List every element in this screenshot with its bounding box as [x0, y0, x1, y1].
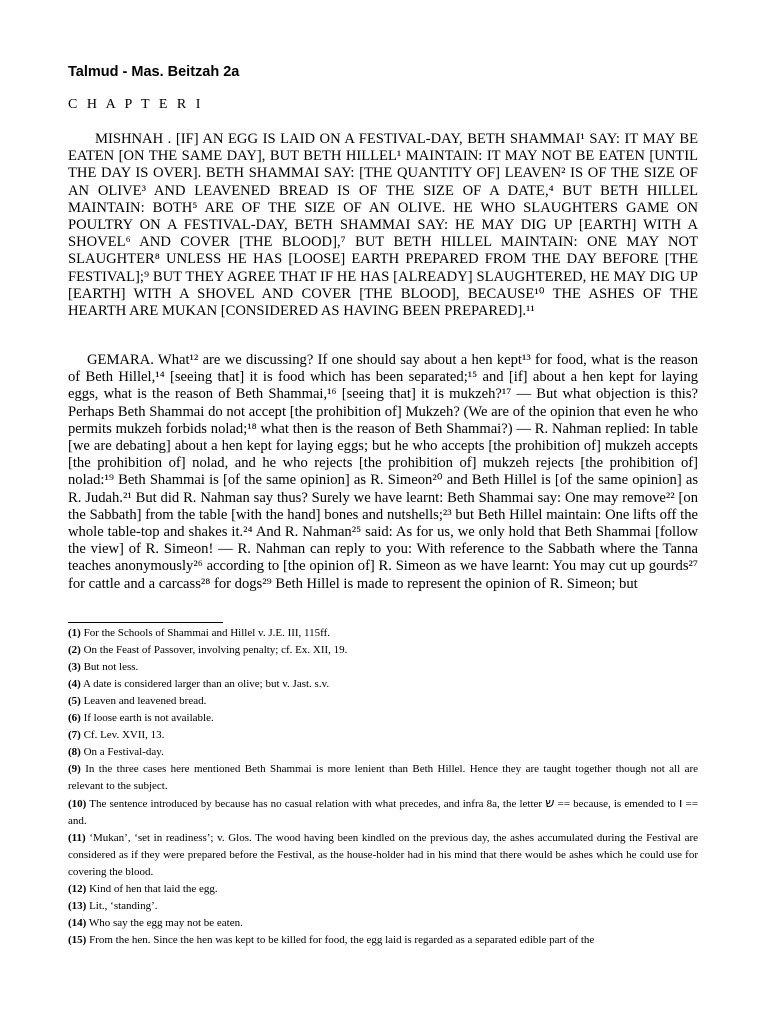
gemara-paragraph: GEMARA. What¹² are we discussing? If one should say about a hen kept¹³ for food, what is the reason of Beth Hillel,¹⁴ [seeing that] it is food which has been separated;¹⁵ and [if] about a hen kept for laying eggs, what is the reason of Beth Shammai,¹⁶ [seeing that] it is mukzeh?¹⁷ — But what objection is this? Perhaps Beth Shammai do not accept [the prohibition of] Mukzeh? (We are of the opinion that even he who permits mukzeh forbids nolad;¹⁸ what then is the reason of Beth Shammai?) — R. Nahman replied: In table [we are debating] about a hen kept for laying eggs; but he who accepts [the prohibition of] mukzeh accepts [the prohibition of] nolad, and he who rejects [the prohibition of] mukzeh rejects [the prohibition of] nolad:¹⁹ Beth Shammai is [of the same opinion] as R. Simeon²⁰ and Beth Hillel is [of the same opinion] as R. Judah.²¹ But did R. Nahman say thus? Surely we have learnt: Beth Shammai say: One may remove²² [on the Sabbath] from the table [with the hand] bones and nutshells;²³ but Beth Hillel maintain: One lifts off the whole table-top and shakes it.²⁴ And R. Nahman²⁵ said: As for us, we only hold that Beth Shammai [follow the view] of R. Simeon! — R. Nahman can reply to you: With reference to the Sabbath where the Tanna teaches anonymously²⁶ according to [the opinion of] R. Simeon as we have learnt: You may cut up gourds²⁷ for cattle and a carcass²⁸ for dogs²⁹ Beth Hillel is made to represent the opinion of R. Simeon; but	[68, 352, 698, 592]
footnote: (11) ‘Mukan’, ‘set in readiness’; v. Glos. The wood having been kindled on the previous day, the ashes accumulated during the Festival are considered as if they were prepared before the Festival, as the house-holder had in his mind that there would be ashes which he could use for covering the blood.	[68, 832, 699, 878]
footnote-separator	[68, 622, 223, 623]
footnote: (6) If loose earth is not available.	[68, 712, 214, 724]
footnote: (9) In the three cases here mentioned Beth Shammai is more lenient than Beth Hillel. Hence they are taught together though not all are relevant to the subject.	[68, 763, 698, 792]
footnote: (10) The sentence introduced by because has no casual relation with what precedes, and infra 8a, the letter ש == because, is emended to ו == and.	[68, 796, 699, 827]
footnote: (12) Kind of hen that laid the egg.	[68, 883, 218, 895]
footnote: (13) Lit., ‘standing’.	[68, 900, 158, 912]
footnotes-list	[68, 625, 698, 949]
footnote: (1) For the Schools of Shammai and Hillel v. J.E. III, 115ff.	[68, 627, 331, 639]
footnote: (15) From the hen. Since the hen was kept to be killed for food, the egg laid is regarded as a separated edible part of the	[68, 934, 595, 946]
mishnah-paragraph: MISHNAH . [IF] AN EGG IS LAID ON A FESTIVAL-DAY, BETH SHAMMAI¹ SAY: IT MAY BE EATEN [ON THE SAME DAY], BUT BETH HILLEL¹ MAINTAIN: IT MAY NOT BE EATEN [UNTIL THE DAY IS OVER]. BETH SHAMMAI SAY: [THE QUANTITY OF] LEAVEN² IS OF THE SIZE OF AN OLIVE³ AND LEAVENED BREAD IS OF THE SIZE OF A DATE,⁴ BUT BETH HILLEL MAINTAIN: BOTH⁵ ARE OF THE SIZE OF AN OLIVE. HE WHO SLAUGHTERS GAME ON POULTRY ON A FESTIVAL-DAY, BETH SHAMMAI SAY: HE MAY DIG UP [EARTH] WITH A SHOVEL⁶ AND COVER [THE BLOOD],⁷ BUT BETH HILLEL MAINTAIN: ONE MAY NOT SLAUGHTER⁸ UNLESS HE HAS [LOOSE] EARTH PREPARED FROM THE DAY BEFORE [THE FESTIVAL];⁹ BUT THEY AGREE THAT IF HE HAS [ALREADY] SLAUGHTERED, HE MAY DIG UP [EARTH] WITH A SHOVEL AND COVER [THE BLOOD], BECAUSE¹⁰ THE ASHES OF THE HEARTH ARE MUKAN [CONSIDERED AS HAVING BEEN PREPARED].¹¹	[68, 131, 698, 320]
page-title: Talmud - Mas. Beitzah 2a	[68, 64, 240, 80]
footnote: (14) Who say the egg may not be eaten.	[68, 917, 243, 929]
footnote: (7) Cf. Lev. XVII, 13.	[68, 729, 165, 741]
hebrew-letter: ש	[545, 796, 555, 811]
chapter-heading: C H A P T E R I	[68, 97, 204, 112]
footnote: (5) Leaven and leavened bread.	[68, 695, 207, 707]
footnote: (4) A date is considered larger than an olive; but v. Jast. s.v.	[68, 678, 330, 690]
footnote: (2) On the Feast of Passover, involving penalty; cf. Ex. XII, 19.	[68, 644, 348, 656]
hebrew-letter: ו	[678, 796, 683, 811]
footnote: (8) On a Festival-day.	[68, 746, 164, 758]
footnote: (3) But not less.	[68, 661, 139, 673]
